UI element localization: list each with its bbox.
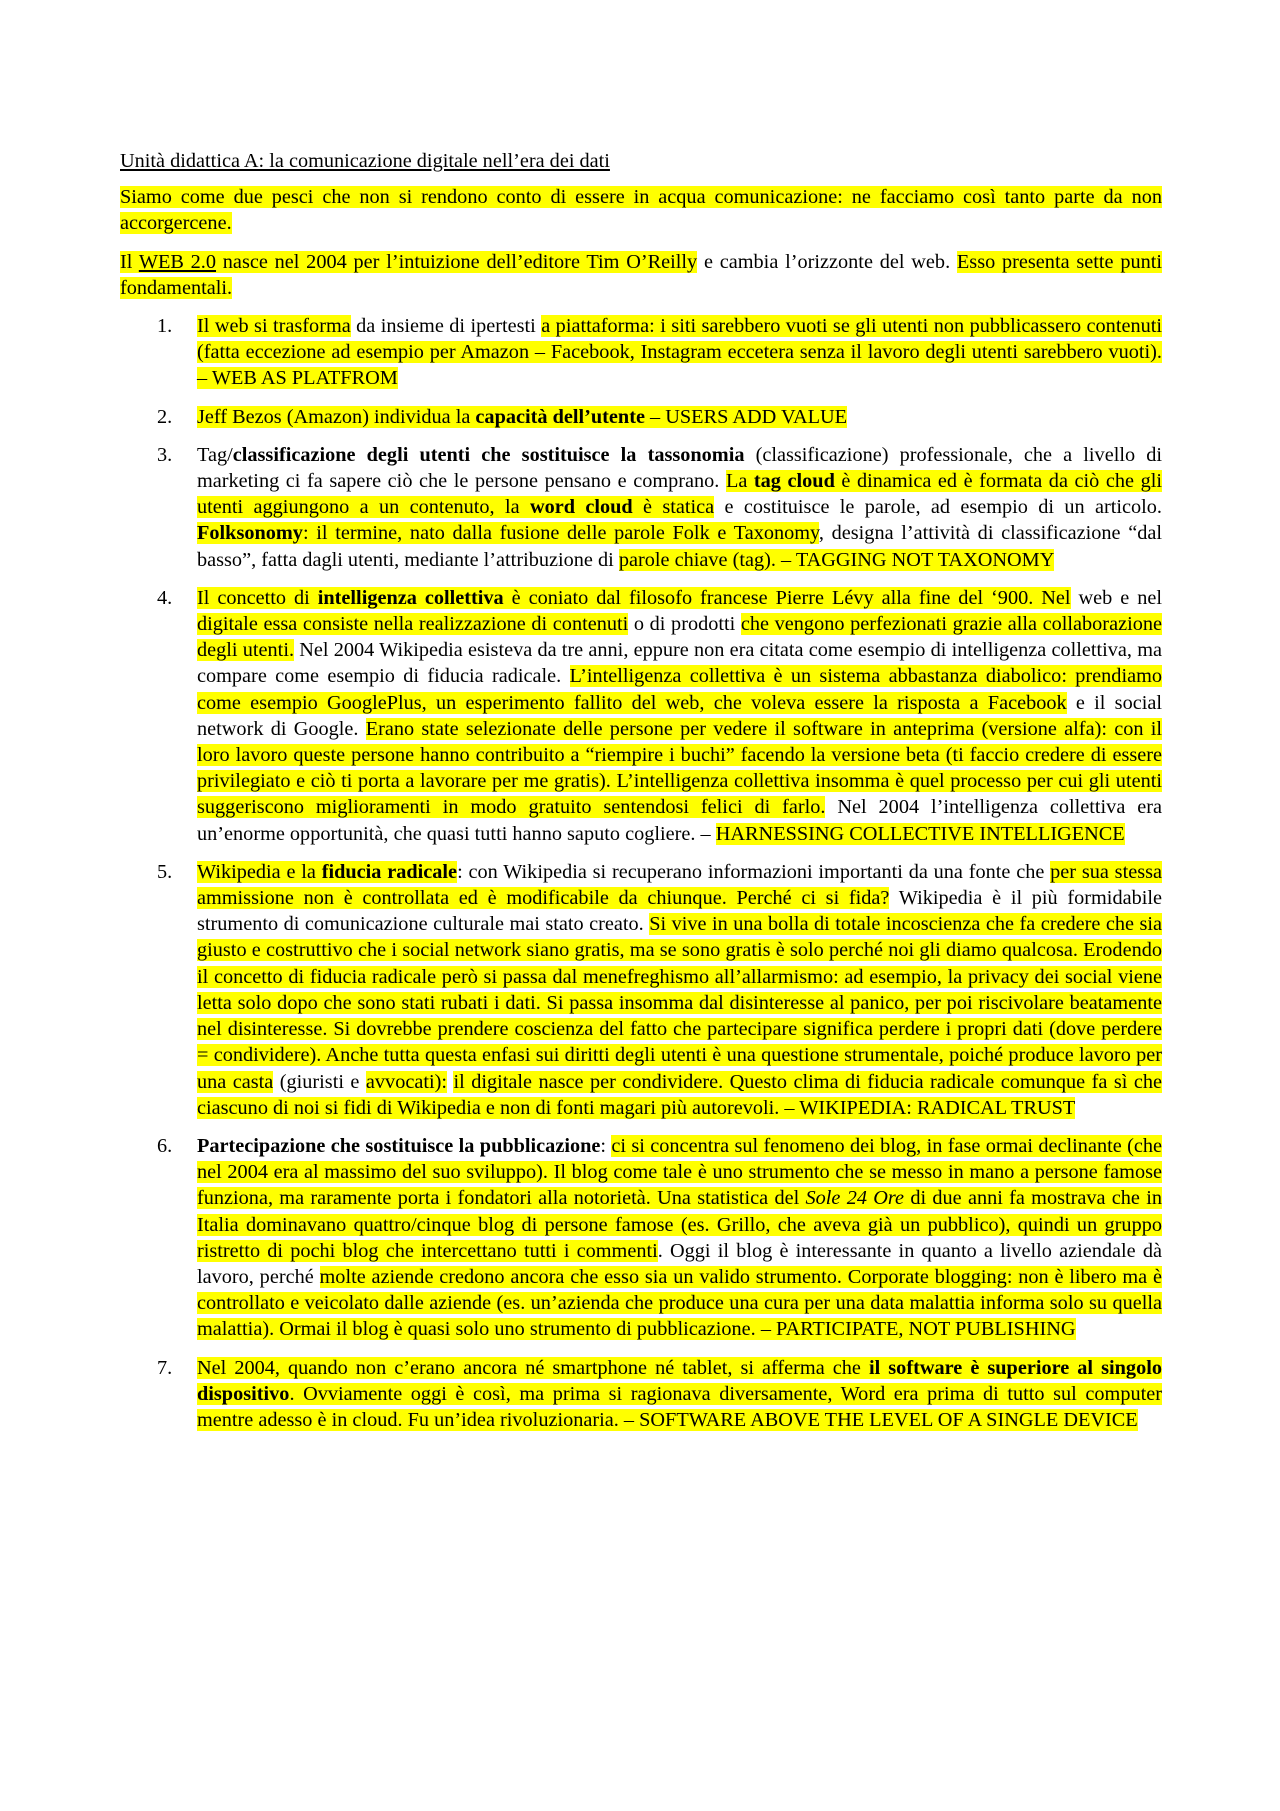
- list-item-4: [120, 585, 1162, 847]
- bold-term: tag cloud: [753, 470, 835, 493]
- highlight: Siamo come due pesci che non si rendono conto di essere in acqua comunicazione: ne facciamo così tanto parte da non accorgercene.: [120, 186, 1162, 235]
- list-item-6: [120, 1133, 1162, 1343]
- text-run: è coniato dal filosofo francese Pierre Lévy alla fine del ‘900. Nel: [503, 586, 1071, 609]
- text-run: Nel 2004 l’intelligenza collettiva era un’enorme opportunità, che quasi tutti hanno saputo cogliere. –: [197, 796, 1162, 845]
- text-run: Nel 2004 Wikipedia esisteva da tre anni, eppure non era citata come esempio di intelligenza collettiva, ma compare come esempio di fiducia radicale.: [197, 639, 1162, 688]
- text-run: Tag/: [197, 443, 233, 466]
- highlight: Si vive in una bolla di totale incoscienza che fa credere che sia giusto e costruttivo che i social network siano gratis, ma se sono gratis è solo perché noi gli diamo qualcosa. Erodendo il concetto di fiducia radicale però si passa dal menefreghismo all’allarmismo: ad esempio, la privacy dei social viene letta solo dopo che sono stati rubati i dati. Si passa insomma dal disinteresse al panico, per poi riscivolare beatamente nel disinteresse. Si dovrebbe prendere coscienza del fatto che partecipare significa perdere i propri dati (dove perdere = condividere). Anche tutta questa enfasi sui diritti degli utenti è una questione strumentale, poiché produce lavoro per una casta: [197, 913, 1163, 1093]
- highlight: HARNESSING COLLECTIVE INTELLIGENCE: [715, 822, 1125, 845]
- text-run: Wikipedia e la: [197, 860, 322, 883]
- highlight: Erano state selezionate delle persone per vedere il software in anteprima (versione alfa): con il loro lavoro queste persone hanno contribuito a “riempire i buchi” facendo la versione beta (ti faccio credere di essere privilegiato e ciò ti porta a lavorare per me gratis). L’intelligenza collettiva insomma è quel processo per cui gli utenti suggeriscono miglioramenti in modo gratuito sentendosi felici di farlo.: [197, 717, 1162, 819]
- highlight: che vengono perfezionati grazie alla collaborazione degli utenti.: [197, 613, 1162, 662]
- text-run: Wikipedia è il più formidabile strumento di comunicazione culturale mai stato creato.: [197, 887, 1162, 936]
- bold-term: Folksonomy: [197, 522, 303, 545]
- highlight: parole chiave (tag). – TAGGING NOT TAXONOMY: [618, 548, 1055, 571]
- text-run: :: [600, 1134, 612, 1157]
- highlight: per sua stessa ammissione non è controllata ed è modificabile da chiunque. Perché ci si fida?: [197, 860, 1163, 910]
- text-run: web e nel: [1070, 586, 1162, 609]
- text-run: di due anni fa mostrava che in Italia dominavano quattro/cinque blog di persone famose (es. Grillo, che aveva già un pubblico), quindi un gruppo ristretto di pochi blog che intercettano tutti i commenti: [197, 1187, 1162, 1262]
- text-run: e cambia l’orizzonte del web.: [697, 250, 957, 273]
- text-run: , designa l’attività di classificazione “dal basso”, fatta dagli utenti, mediante l’attribuzione di: [197, 522, 1162, 571]
- highlight: Il web si trasforma: [197, 315, 351, 338]
- text-run: (giuristi e: [273, 1070, 366, 1093]
- bold-term: il software è superiore al singolo dispositivo: [197, 1356, 1162, 1405]
- highlight: [197, 406, 847, 428]
- text-run: Il concetto di: [197, 586, 318, 609]
- text-run: : il termine, nato dalla fusione delle parole Folk e: [302, 522, 734, 545]
- list-number: 7.: [157, 1356, 173, 1379]
- text-run: (classificazione) professionale, che a livello di marketing ci fa sapere ciò che le persone pensano e comprano.: [197, 443, 1163, 493]
- list-number: 1.: [157, 315, 173, 338]
- list-number: 4.: [157, 586, 173, 609]
- text-run: nasce nel 2004 per l’intuizione dell’editore Tim O’Reilly: [216, 250, 698, 273]
- text-run: Taxonomy: [733, 522, 819, 545]
- list-number: 2.: [157, 405, 173, 428]
- highlight: avvocati):: [365, 1070, 447, 1093]
- text-run: . Oggi il blog è interessante in quanto a livello aziendale dà lavoro, perché: [197, 1239, 1162, 1288]
- text-run: – USERS ADD VALUE: [644, 405, 848, 428]
- document-page: [120, 148, 1162, 1445]
- bold-term: capacità dell’utente: [475, 405, 645, 428]
- text-run: è statica: [632, 496, 715, 519]
- list-number: 3.: [157, 443, 173, 466]
- bold-term: fiducia radicale: [321, 860, 458, 883]
- highlight: [197, 522, 819, 544]
- highlight: [197, 587, 1071, 609]
- points-list: [120, 313, 1162, 1433]
- highlight: [197, 1357, 1162, 1431]
- highlight: a piattaforma: i siti sarebbero vuoti se gli utenti non pubblicassero contenuti (fatta eccezione ad esempio per Amazon – Facebook, Instagram eccetera senza il lavoro degli utenti sarebbero vuoti). – WEB AS PLATFROM: [197, 315, 1163, 390]
- text-run: o di prodotti: [628, 613, 741, 636]
- text-run: è dinamica ed è formata da ciò che gli utenti aggiungono a un contenuto, la: [197, 470, 1162, 519]
- list-item-5: [120, 859, 1162, 1121]
- bold-term: word cloud: [529, 496, 633, 519]
- text-run: . Ovviamente oggi è così, ma prima si ragionava diversamente, Word era prima di tutto sul computer mentre adesso è in cloud. Fu un’idea rivoluzionaria. – SOFTWARE ABOVE THE LEVEL OF A SINGLE DEVICE: [197, 1382, 1162, 1431]
- highlight: il digitale nasce per condividere. Questo clima di fiducia radicale comunque fa sì che ciascuno di noi si fidi di Wikipedia e non di fonti magari più autorevoli. – WIKIPEDIA: RADICAL TRUST: [197, 1070, 1162, 1119]
- highlight: molte aziende credono ancora che esso sia un valido strumento. Corporate blogging: non è libero ma è controllato e veicolato dalle aziende (es. un’azienda che produce una cura per una data malattia informa solo su quella malattia). Ormai il blog è quasi solo uno strumento di pubblicazione. – PARTICIPATE, NOT PUBLISHING: [197, 1265, 1162, 1341]
- italic-term: Sole 24 Ore: [805, 1187, 905, 1210]
- highlight: L’intelligenza collettiva è un sistema abbastanza diabolico: prendiamo come esempio GooglePlus, un esperimento fallito del web, che voleva essere la risposta a Facebook: [197, 665, 1163, 714]
- web20-link: WEB 2.0: [138, 250, 217, 273]
- bold-term: classificazione degli utenti che sostituisce la tassonomia: [232, 443, 745, 466]
- list-item-2: [120, 404, 1162, 430]
- intro-paragraph-1: [120, 184, 1162, 236]
- list-number: 6.: [157, 1134, 173, 1157]
- list-item-3: [120, 442, 1162, 573]
- bold-term: Partecipazione che sostituisce la pubblicazione: [197, 1134, 601, 1157]
- text-run: Il: [120, 250, 139, 273]
- document-title: Unità didattica A: la comunicazione digitale nell’era dei dati: [120, 150, 610, 172]
- text-run: e costituisce le parole, ad esempio di un articolo.: [714, 496, 1162, 519]
- bold-term: intelligenza collettiva: [317, 586, 504, 609]
- intro-paragraph-2: [120, 249, 1162, 301]
- text-run: Nel 2004, quando non c’erano ancora né smartphone né tablet, si afferma che: [197, 1356, 869, 1379]
- text-run: : con Wikipedia si recuperano informazioni importanti da una fonte che: [457, 860, 1051, 883]
- text-run: ci si concentra sul fenomeno dei blog, in fase ormai declinante (che nel 2004 era al massimo del suo sviluppo). Il blog come tale è uno strumento che se messo in mano a persone famose funziona, ma raramente porta i fondatori alla notorietà. Una statistica del: [197, 1134, 1162, 1210]
- text-run: e il social network di Google.: [197, 691, 1162, 740]
- list-number: 5.: [157, 860, 173, 883]
- text-run: Jeff Bezos (Amazon) individua la: [197, 405, 476, 428]
- list-item-7: [120, 1355, 1162, 1434]
- highlight: [197, 861, 457, 883]
- highlight: [120, 251, 697, 273]
- highlight: digitale essa consiste nella realizzazione di contenuti: [197, 613, 629, 636]
- highlight: Esso presenta sette punti fondamentali.: [120, 250, 1163, 299]
- text-run: La: [725, 470, 754, 493]
- text-run: da insieme di ipertesti: [350, 315, 542, 338]
- list-item-1: [120, 313, 1162, 392]
